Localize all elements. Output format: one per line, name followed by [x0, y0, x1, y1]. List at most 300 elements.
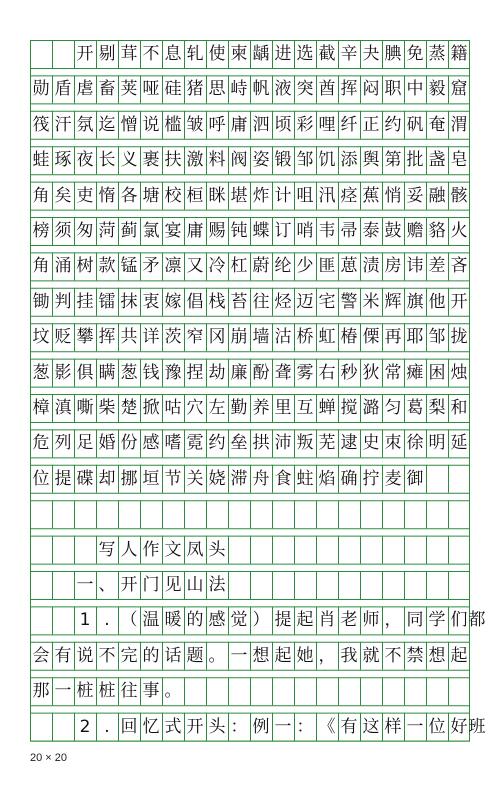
grid-cell-character: 耶	[406, 327, 424, 348]
grid-cell-character: 氛	[76, 114, 94, 135]
grid-cell-character: 见	[164, 575, 182, 595]
grid-cell-character: 御	[406, 468, 424, 489]
grid-cell-character: 秒	[340, 362, 358, 383]
grid-cell-character: 蛙	[32, 150, 50, 171]
grid-cell-character: 榜	[32, 221, 50, 241]
grid-cell-character: 咀	[296, 185, 314, 206]
grid-cell-character: 蓟	[120, 221, 138, 241]
grid-cell-character: 文	[164, 539, 182, 560]
grid-cell-character: 酋	[318, 79, 336, 100]
grid-cell-character: 融	[428, 185, 446, 206]
grid-cell-character: 宴	[164, 221, 182, 241]
grid-cell-character: 迈	[296, 291, 314, 312]
grid-cell-character: 说	[76, 645, 94, 666]
grid-cell-character: 栈	[208, 291, 226, 312]
grid-cell-character: 肖	[318, 610, 336, 631]
grid-cell-character: 闷	[362, 79, 380, 100]
grid-cell-character: 激	[186, 150, 204, 171]
grid-cell-character: 泗	[252, 114, 270, 135]
grid-cell-character: 挥	[340, 79, 358, 100]
paper-text-layer	[30, 40, 486, 748]
grid-cell-character: 。	[208, 645, 226, 666]
grid-cell-character: 拧	[362, 468, 380, 489]
grid-cell-character: 开	[450, 291, 468, 312]
grid-cell-character: 就	[362, 645, 380, 666]
grid-cell-character: 旗	[406, 291, 424, 312]
grid-cell-character: 攀	[76, 327, 94, 348]
grid-cell-character: 泰	[362, 221, 380, 241]
grid-cell-character: 墙	[252, 327, 270, 348]
grid-cell-character: 钝	[230, 221, 248, 241]
grid-cell-character: 碟	[76, 468, 94, 489]
grid-cell-character: 开	[76, 44, 94, 64]
grid-cell-character: 起	[450, 645, 468, 666]
grid-cell-character: 师	[362, 610, 380, 631]
grid-cell-character: 节	[164, 468, 182, 489]
grid-cell-character: 完	[120, 645, 138, 666]
grid-cell-character: 话	[164, 645, 182, 666]
grid-cell-character: 蔚	[252, 256, 270, 277]
grid-cell-character: 款	[98, 256, 116, 277]
grid-cell-character: 盏	[428, 150, 446, 171]
grid-cell-character: 和	[450, 398, 468, 418]
grid-cell-character: 硅	[164, 79, 182, 100]
grid-cell-character: 聋	[274, 362, 292, 383]
grid-cell-character: 汛	[318, 185, 336, 206]
grid-cell-character: 明	[428, 433, 446, 454]
grid-cell-character: 一	[274, 716, 292, 737]
grid-size-label: 20 × 20	[30, 752, 68, 764]
grid-cell-character: 计	[274, 185, 292, 206]
grid-cell-character: 杠	[230, 256, 248, 277]
grid-cell-character: 蛀	[296, 468, 314, 489]
grid-cell-character: 烛	[450, 362, 468, 383]
grid-cell-character: 挪	[120, 468, 138, 489]
grid-cell-character: 捏	[186, 362, 204, 383]
grid-cell-character: 食	[274, 468, 292, 489]
grid-cell-character: 桥	[296, 327, 314, 348]
grid-cell-character: 芜	[318, 433, 336, 454]
grid-cell-character: 同	[406, 610, 424, 631]
grid-cell-character: 角	[32, 185, 50, 206]
grid-cell-character: 再	[384, 327, 402, 348]
grid-cell-character: 、	[98, 575, 116, 595]
grid-cell-character: 汗	[54, 114, 72, 135]
grid-cell-character: 门	[142, 575, 160, 595]
grid-cell-character: 往	[252, 291, 270, 312]
grid-cell-character: 赐	[208, 221, 226, 241]
grid-cell-character: 猪	[186, 79, 204, 100]
grid-cell-character: 一	[406, 716, 424, 737]
grid-cell-character: 纶	[274, 256, 292, 277]
grid-cell-character: 嫁	[164, 291, 182, 312]
grid-cell-character: 烃	[274, 291, 292, 312]
grid-cell-character: 人	[120, 539, 138, 560]
grid-cell-character: 桩	[76, 681, 94, 702]
grid-cell-character: 宅	[318, 291, 336, 312]
grid-cell-character: 槛	[164, 114, 182, 135]
grid-cell-character: 哩	[318, 114, 336, 135]
grid-cell-character: 《	[318, 716, 336, 737]
grid-cell-character: 搅	[340, 398, 358, 418]
grid-cell-character: 进	[274, 44, 292, 64]
grid-cell-character: 劫	[208, 362, 226, 383]
grid-cell-character: 窟	[450, 79, 468, 100]
grid-cell-character: 养	[252, 398, 270, 418]
grid-cell-character: 菏	[98, 221, 116, 241]
grid-cell-character: 庸	[186, 221, 204, 241]
grid-cell-character: 茨	[164, 327, 182, 348]
grid-cell-character: 息	[164, 44, 182, 64]
grid-cell-character: 瘫	[406, 362, 424, 383]
grid-cell-character: 勋	[32, 79, 50, 100]
grid-cell-character: 想	[252, 645, 270, 666]
grid-cell-character: 校	[164, 185, 182, 206]
grid-cell-character: 掀	[142, 398, 160, 418]
grid-cell-character: 题	[186, 645, 204, 666]
grid-cell-character: 觉	[230, 610, 248, 631]
grid-cell-character: 勤	[230, 398, 248, 418]
grid-cell-character: 葱	[32, 362, 50, 383]
grid-cell-character: 咕	[164, 398, 182, 418]
grid-cell-character: 义	[120, 150, 138, 171]
grid-cell-character: 一	[76, 575, 94, 595]
grid-cell-character: 婚	[98, 433, 116, 454]
grid-cell-character: 扶	[164, 150, 182, 171]
grid-cell-character: 堪	[230, 185, 248, 206]
grid-cell-character: 约	[208, 433, 226, 454]
grid-cell-character: 荚	[120, 79, 138, 100]
grid-cell-character: 开	[120, 575, 138, 595]
grid-cell-character: 奄	[428, 114, 446, 135]
grid-cell-character: 瞒	[98, 362, 116, 383]
grid-cell-character: 抹	[120, 291, 138, 312]
grid-cell-character: 份	[120, 433, 138, 454]
grid-cell-character: 塘	[142, 185, 160, 206]
grid-cell-character: 学	[428, 610, 446, 631]
grid-cell-character: 矛	[142, 256, 160, 277]
grid-cell-character: 延	[450, 433, 468, 454]
grid-cell-character: 好	[450, 716, 468, 737]
grid-cell-character: 第	[384, 150, 402, 171]
grid-cell-character: 琢	[54, 150, 72, 171]
grid-cell-character: 锄	[32, 291, 50, 312]
grid-cell-character: 顷	[274, 114, 292, 135]
grid-cell-character: 起	[296, 610, 314, 631]
grid-cell-character: 职	[384, 79, 402, 100]
grid-cell-character: 哨	[296, 221, 314, 241]
grid-cell-character: 邹	[296, 150, 314, 171]
grid-cell-character: 蒸	[428, 44, 446, 64]
grid-cell-character: 葛	[406, 398, 424, 418]
grid-cell-character: 沛	[274, 433, 292, 454]
grid-cell-character: 倡	[186, 291, 204, 312]
grid-cell-character: 位	[428, 716, 446, 737]
grid-cell-character: 贬	[54, 327, 72, 348]
grid-cell-character: 正	[362, 114, 380, 135]
grid-cell-character: 说	[142, 114, 160, 135]
grid-cell-character: 柬	[230, 44, 248, 64]
grid-cell-character: 叛	[296, 433, 314, 454]
grid-cell-character: 憎	[120, 114, 138, 135]
grid-cell-character: 阀	[230, 150, 248, 171]
grid-cell-character: 茸	[120, 44, 138, 64]
grid-cell-character: 畜	[98, 79, 116, 100]
grid-cell-character: 焰	[318, 468, 336, 489]
grid-cell-character: 庸	[230, 114, 248, 135]
grid-cell-character: 有	[54, 645, 72, 666]
grid-cell-character: 班	[468, 716, 486, 737]
grid-cell-character: 穴	[186, 398, 204, 418]
grid-cell-character: 写	[98, 539, 116, 560]
grid-cell-character: 窄	[186, 327, 204, 348]
grid-cell-character: 订	[274, 221, 292, 241]
grid-cell-character: 沽	[274, 327, 292, 348]
grid-cell-character: 虐	[76, 79, 94, 100]
grid-cell-character: ）	[252, 610, 270, 631]
grid-cell-character: 龋	[252, 44, 270, 64]
grid-cell-character: .	[104, 716, 110, 737]
grid-cell-character: 样	[384, 716, 402, 737]
grid-cell-character: 崩	[230, 327, 248, 348]
grid-cell-character: 使	[208, 44, 226, 64]
grid-cell-character: 迄	[98, 114, 116, 135]
grid-cell-character: 共	[120, 327, 138, 348]
grid-cell-character: 有	[340, 716, 358, 737]
grid-cell-character: 困	[428, 362, 446, 383]
grid-cell-character: ，	[318, 645, 336, 666]
grid-cell-character: 添	[340, 150, 358, 171]
grid-cell-character: 中	[406, 79, 424, 100]
grid-cell-character: 蝉	[318, 398, 336, 418]
grid-cell-character: 液	[274, 79, 292, 100]
grid-cell-character: 提	[54, 468, 72, 489]
grid-cell-character: 批	[406, 150, 424, 171]
grid-cell-character: 逮	[340, 433, 358, 454]
grid-cell-character: 凛	[164, 256, 182, 277]
grid-cell-character: 锰	[120, 256, 138, 277]
grid-cell-character: 想	[428, 645, 446, 666]
grid-cell-character: 不	[384, 645, 402, 666]
grid-cell-character: 列	[54, 433, 72, 454]
grid-cell-character: 暖	[164, 610, 182, 631]
grid-cell-character: 筏	[32, 114, 50, 135]
grid-cell-character: 差	[428, 256, 446, 277]
grid-cell-character: 锻	[274, 150, 292, 171]
grid-cell-character: 朿	[384, 433, 402, 454]
grid-cell-character: 渭	[450, 114, 468, 135]
grid-cell-character: 苔	[230, 291, 248, 312]
grid-cell-character: 头	[208, 716, 226, 737]
grid-cell-character: 柴	[98, 398, 116, 418]
grid-cell-character: 辉	[384, 291, 402, 312]
grid-cell-character: 讳	[406, 256, 424, 277]
grid-cell-character: 骸	[450, 185, 468, 206]
grid-cell-character: 皂	[450, 150, 468, 171]
grid-cell-character: 匀	[384, 398, 402, 418]
grid-cell-character: 头	[208, 539, 226, 560]
grid-cell-character: 雾	[296, 362, 314, 383]
grid-cell-character: .	[104, 610, 110, 631]
grid-cell-character: 呼	[208, 114, 226, 135]
grid-cell-character: 蝶	[252, 221, 270, 241]
grid-cell-character: 酚	[252, 362, 270, 383]
grid-cell-character: 作	[142, 539, 160, 560]
grid-cell-character: 盾	[54, 79, 72, 100]
grid-cell-character: 葸	[340, 256, 358, 277]
grid-cell-character: 帚	[340, 221, 358, 241]
grid-cell-character: 霓	[186, 433, 204, 454]
grid-cell-character: 豫	[164, 362, 182, 383]
grid-cell-character: 涌	[54, 256, 72, 277]
grid-cell-character: 确	[340, 468, 358, 489]
grid-cell-character: 匪	[318, 256, 336, 277]
grid-cell-character: 突	[296, 79, 314, 100]
grid-cell-character: 的	[186, 610, 204, 631]
grid-cell-character: 滇	[54, 398, 72, 418]
grid-cell-character: 麦	[384, 468, 402, 489]
grid-cell-character: 夜	[76, 150, 94, 171]
grid-cell-character: 截	[318, 44, 336, 64]
grid-cell-character: 长	[98, 150, 116, 171]
grid-cell-character: 常	[384, 362, 402, 383]
grid-cell-character: 鼓	[384, 221, 402, 241]
grid-cell-character: 往	[120, 681, 138, 702]
grid-cell-character: 毅	[428, 79, 446, 100]
grid-cell-character: 矾	[406, 114, 424, 135]
grid-cell-character: ，	[384, 610, 402, 631]
grid-cell-character: 左	[208, 398, 226, 418]
grid-cell-character: 选	[296, 44, 314, 64]
grid-cell-character: ：	[296, 716, 314, 737]
grid-cell-character: 不	[142, 44, 160, 64]
grid-cell-character: 彩	[296, 114, 314, 135]
grid-cell-character: 梨	[428, 398, 446, 418]
grid-cell-character: 思	[208, 79, 226, 100]
grid-cell-character: 她	[296, 645, 314, 666]
grid-cell-character: 树	[76, 256, 94, 277]
grid-cell-character: 哑	[142, 79, 160, 100]
grid-cell-character: 吝	[450, 256, 468, 277]
grid-cell-character: 挥	[98, 327, 116, 348]
grid-cell-character: 饥	[318, 150, 336, 171]
grid-cell-character: 嗜	[164, 433, 182, 454]
grid-cell-character: 却	[98, 468, 116, 489]
grid-cell-character: 垒	[230, 433, 248, 454]
grid-cell-character: 例	[252, 716, 270, 737]
grid-cell-character: 详	[142, 327, 160, 348]
grid-cell-character: 楚	[120, 398, 138, 418]
grid-cell-character: 韦	[318, 221, 336, 241]
grid-cell-character: 裹	[142, 150, 160, 171]
grid-cell-character: 舆	[362, 150, 380, 171]
grid-cell-character: 潞	[362, 398, 380, 418]
grid-cell-character: 匆	[76, 221, 94, 241]
grid-cell-character: 会	[32, 645, 50, 666]
grid-cell-character: 吏	[76, 185, 94, 206]
grid-cell-character: 感	[142, 433, 160, 454]
grid-cell-character: 判	[54, 291, 72, 312]
grid-cell-character: 邹	[428, 327, 446, 348]
grid-cell-character: 一	[230, 645, 248, 666]
grid-cell-character: 都	[468, 610, 486, 631]
grid-cell-character: 坟	[32, 327, 50, 348]
grid-cell-character: 虹	[318, 327, 336, 348]
grid-cell-character: 温	[142, 610, 160, 631]
grid-cell-character: 位	[32, 468, 50, 489]
grid-paper	[30, 40, 486, 748]
grid-cell-character: 们	[450, 610, 468, 631]
grid-cell-character: 娆	[208, 468, 226, 489]
grid-cell-character: 开	[186, 716, 204, 737]
grid-cell-character: 徐	[406, 433, 424, 454]
grid-cell-character: 警	[340, 291, 358, 312]
grid-cell-character: 钱	[142, 362, 160, 383]
grid-cell-character: 角	[32, 256, 50, 277]
grid-cell-character: 镭	[98, 291, 116, 312]
grid-cell-character: 我	[340, 645, 358, 666]
grid-cell-character: 貉	[428, 221, 446, 241]
grid-cell-character: 矣	[54, 185, 72, 206]
grid-cell-character: 辛	[340, 44, 358, 64]
grid-cell-character: 夬	[362, 44, 380, 64]
grid-cell-character: 籍	[450, 44, 468, 64]
grid-cell-character: 。	[164, 681, 182, 702]
grid-cell-character: 嘶	[76, 398, 94, 418]
grid-cell-character: 关	[186, 468, 204, 489]
grid-cell-character: 悄	[384, 185, 402, 206]
grid-cell-character: 俱	[76, 362, 94, 383]
grid-cell-character: 米	[362, 291, 380, 312]
grid-cell-character: 须	[54, 221, 72, 241]
grid-cell-character: 少	[296, 256, 314, 277]
grid-cell-character: 衷	[142, 291, 160, 312]
grid-cell-character: 里	[274, 398, 292, 418]
grid-cell-character: 痉	[340, 185, 358, 206]
grid-cell-character: ：	[230, 716, 248, 737]
grid-cell-character: 起	[274, 645, 292, 666]
grid-cell-character: 各	[120, 185, 138, 206]
grid-cell-character: 一	[54, 681, 72, 702]
grid-cell-character: 提	[274, 610, 292, 631]
grid-cell-character: 腆	[384, 44, 402, 64]
grid-cell-character: 互	[296, 398, 314, 418]
grid-cell-character: 不	[98, 645, 116, 666]
grid-cell-character: 樟	[32, 398, 50, 418]
grid-cell-character: 式	[164, 716, 182, 737]
grid-cell-character: 纤	[340, 114, 358, 135]
grid-cell-character: 凤	[186, 539, 204, 560]
grid-cell-character: 山	[186, 575, 204, 595]
grid-cell-character: 又	[186, 256, 204, 277]
grid-cell-character: 狄	[362, 362, 380, 383]
grid-cell-character: 房	[384, 256, 402, 277]
grid-cell-character: 妥	[406, 185, 424, 206]
grid-cell-character: 的	[142, 645, 160, 666]
grid-cell-character: 火	[450, 221, 468, 241]
grid-cell-character: （	[120, 610, 138, 631]
grid-cell-character: 感	[208, 610, 226, 631]
grid-cell-character: 免	[406, 44, 424, 64]
grid-cell-character: 傈	[362, 327, 380, 348]
grid-cell-character: 眯	[208, 185, 226, 206]
grid-cell-character: 滞	[230, 468, 248, 489]
grid-cell-character: 蕉	[362, 185, 380, 206]
grid-cell-character: 姿	[252, 150, 270, 171]
grid-cell-character: 挂	[76, 291, 94, 312]
grid-cell-character: 1	[79, 610, 91, 631]
grid-cell-character: 料	[208, 150, 226, 171]
